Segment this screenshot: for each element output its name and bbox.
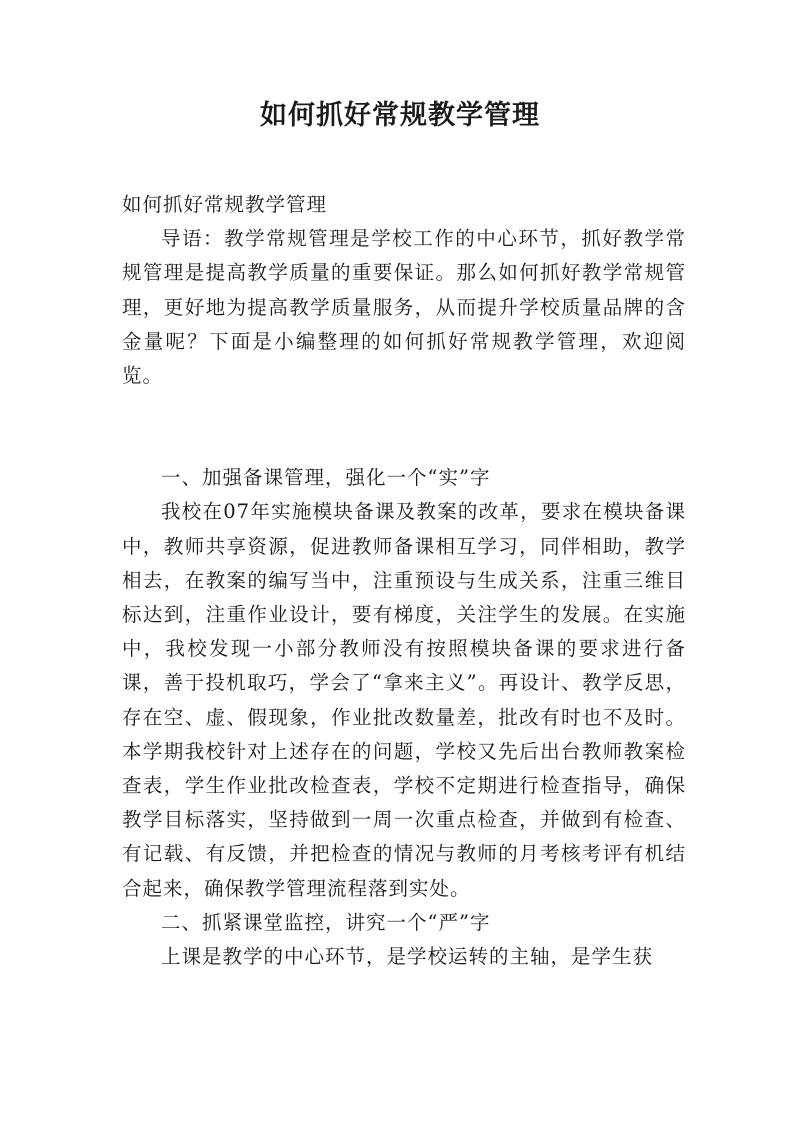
section-2-heading: 二、抓紧课堂监控，讲究一个“严”字	[161, 910, 491, 934]
paragraph-spacer	[122, 393, 686, 461]
document-body	[122, 188, 686, 974]
document-title: 如何抓好常规教学管理	[260, 100, 540, 131]
section-2-paragraph: 上课是教学的中心环节，是学校运转的主轴，是学生获	[161, 945, 654, 969]
document-subtitle: 如何抓好常规教学管理	[122, 193, 328, 216]
section-1-heading: 一、加强备课管理，强化一个“实”字	[161, 466, 491, 490]
section-1-paragraph: 我校在07年实施模块备课及教案的改革，要求在模块备课中，教师共享资源，促进教师备课相互学习，同伴相助，教学相去，在教案的编写当中，注重预设与生成关系，注重三维目标达到，注重作业设计，要有梯度，关注学生的发展。在实施中，我校发现一小部分教师没有按照模块备课的要求进行备课，善于投机取巧，学会了“拿来主义”。再设计、教学反思，存在空、虚、假现象，作业批改数量差，批改有时也不及时。本学期我校针对上述存在的问题，学校又先后出台教师教案检查表，学生作业批改检查表，学校不定期进行检查指导，确保教学目标落实，坚持做到一周一次重点检查，并做到有检查、有记载、有反馈，并把检查的情况与教师的月考核考评有机结合起来，确保教学管理流程落到实处。	[122, 500, 686, 900]
intro-paragraph: 导语：教学常规管理是学校工作的中心环节，抓好教学常规管理是提高教学质量的重要保证。那么如何抓好教学常规管理，更好地为提高教学质量服务，从而提升学校质量品牌的含金量呢？下面是小编整理的如何抓好常规教学管理，欢迎阅览。	[122, 227, 686, 388]
